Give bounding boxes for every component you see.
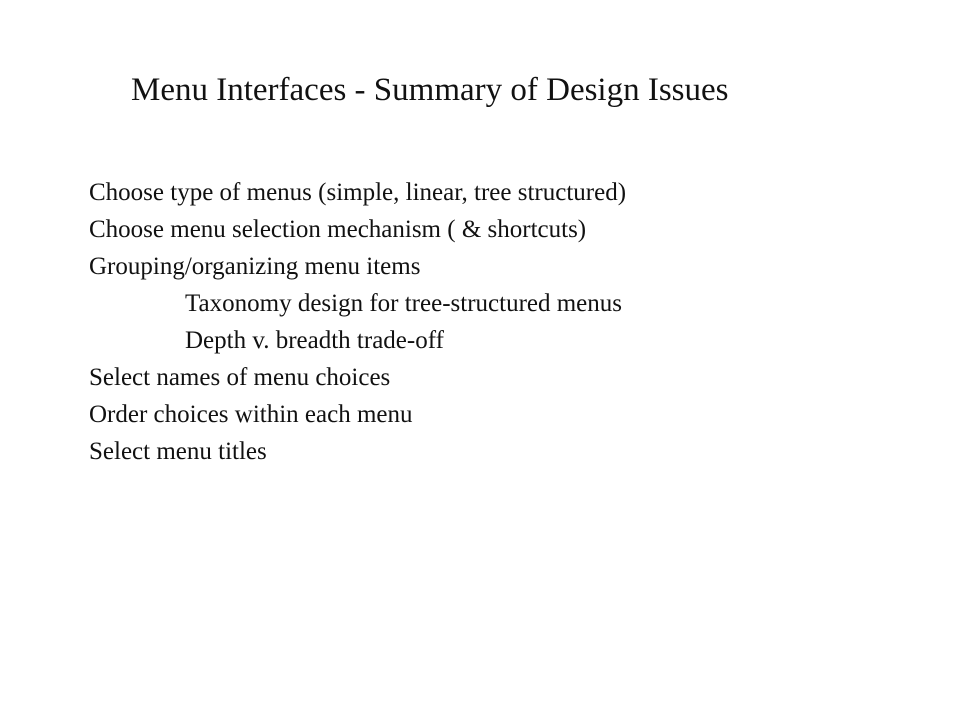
- list-item-selection-mechanism: Choose menu selection mechanism ( & shortcuts): [89, 216, 587, 243]
- sub-item-taxonomy-design: Taxonomy design for tree-structured menus: [185, 290, 623, 317]
- sub-item-depth-breadth: Depth v. breadth trade-off: [185, 327, 444, 354]
- list-item-select-names: Select names of menu choices: [89, 364, 391, 391]
- list-item-menu-titles: Select menu titles: [89, 438, 267, 465]
- list-item-type-of-menus: Choose type of menus (simple, linear, tree structured): [89, 179, 627, 206]
- bullet-list: [89, 174, 626, 470]
- list-item-order-choices: Order choices within each menu: [89, 401, 413, 428]
- list-item-grouping: Grouping/organizing menu items: [89, 253, 421, 280]
- slide-title: Menu Interfaces - Summary of Design Issues: [131, 72, 729, 108]
